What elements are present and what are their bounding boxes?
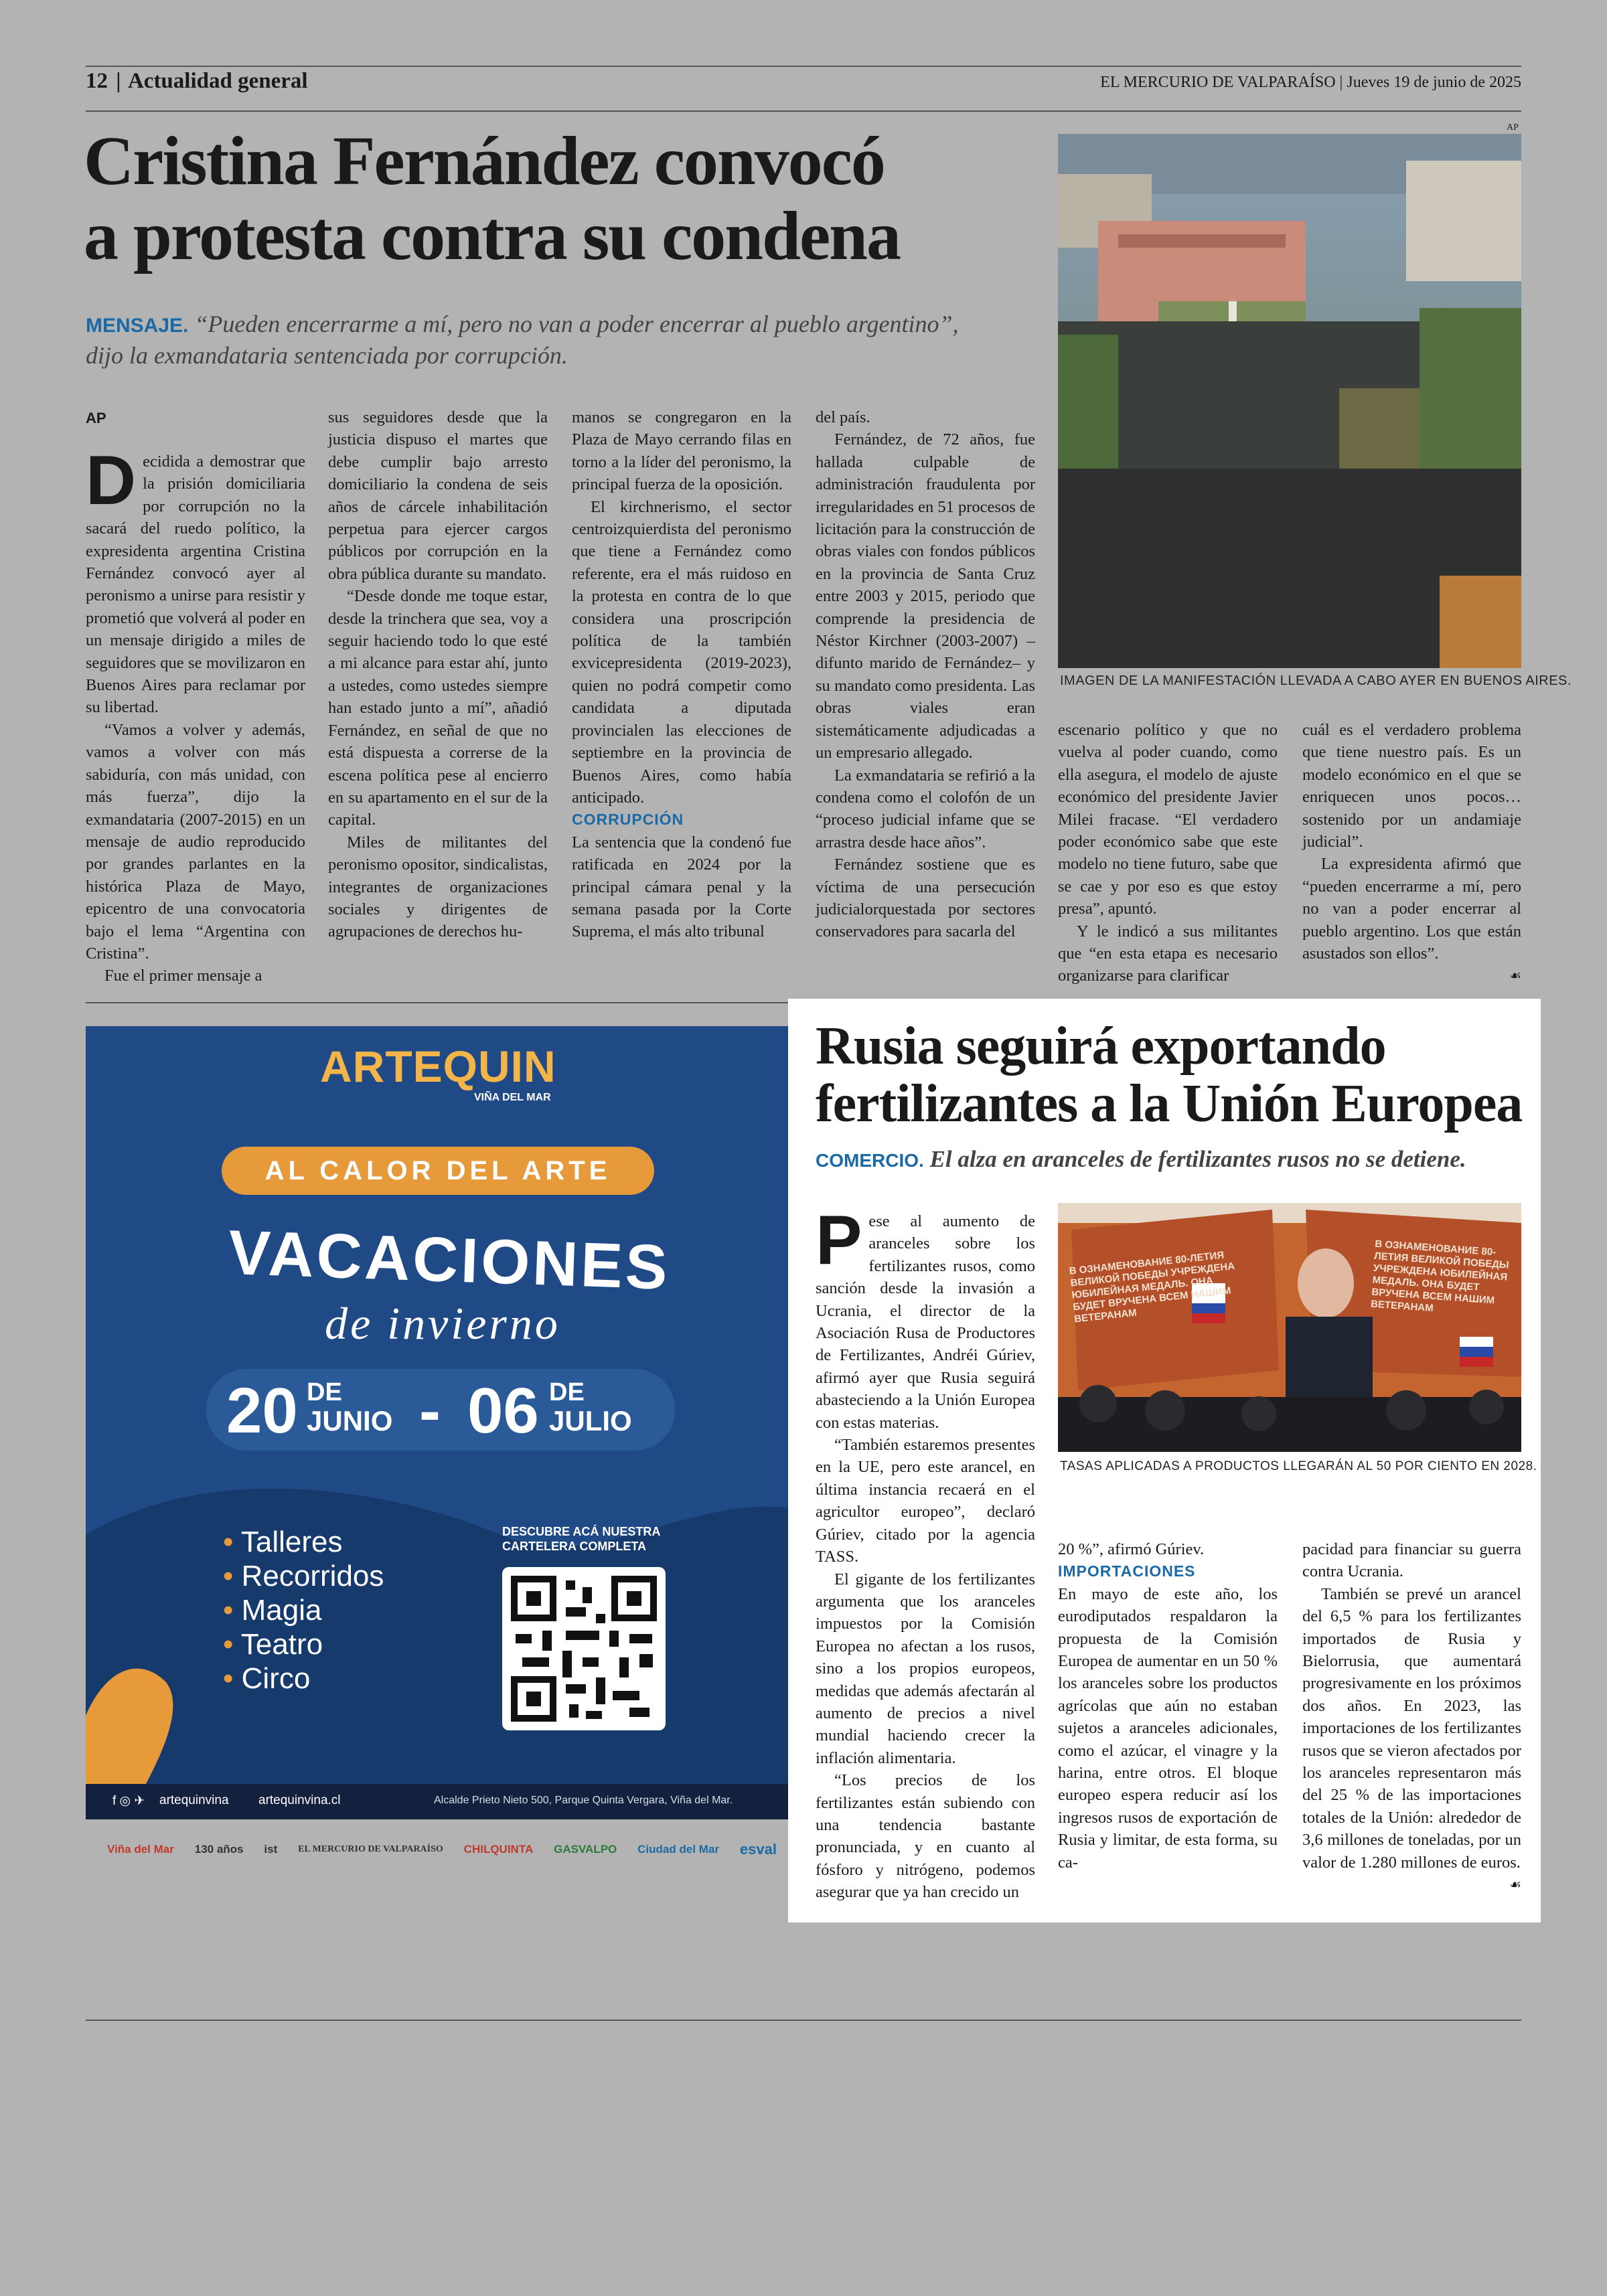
- article1-deck: [86, 309, 983, 370]
- article1-lead-paragraph: ecidida a demostrar que la prisión domiciliaria por corrupción no la sacará del ruedo político, la expresidenta argentina Cristina Fernández convocó ayer al peronismo a unirse para resistir y prometió que volverá al poder en un mensaje dirigido a miles de seguidores que se movilizaron en Buenos Aires para reclamar por su libertad.: [86, 453, 305, 717]
- article1-photo-credit: AP: [1507, 122, 1519, 133]
- putin-photo-illustration: [1058, 1203, 1521, 1452]
- ad-website-link[interactable]: artequinvina.cl: [258, 1793, 341, 1807]
- ad-activity-label: Magia: [241, 1594, 322, 1627]
- article1-paragraph: sus seguidores desde que la justicia dispuso el martes que debe cumplir bajo arresto domiciliario la condena de seis años de cárcele inhabilitación perpetua para ejercer cargos públicos por corrupción en la obra pública durante su mandato.: [328, 408, 548, 583]
- sponsor-logo: Viña del Mar: [107, 1843, 174, 1856]
- article2-photo: [1058, 1203, 1521, 1452]
- article1-paragraph: manos se congregaron en la Plaza de Mayo cerrando filas en torno a la líder del peronismo, la principal fuerza de la oposición.: [572, 408, 791, 494]
- ad-footer-bar: [86, 1784, 790, 1819]
- article1-photo-caption: IMAGEN DE LA MANIFESTACIÓN LLEVADA A CABO AYER EN BUENOS AIRES.: [1060, 673, 1572, 688]
- sponsor-logo: esval: [739, 1841, 777, 1858]
- article1-photo: [1058, 134, 1521, 668]
- ad-activity-item: • Teatro: [223, 1628, 323, 1661]
- qr-code-graphic: [502, 1567, 666, 1730]
- ad-date-end-month: JULIO: [549, 1405, 632, 1437]
- article1-byline: AP: [86, 410, 106, 426]
- article2-paragraph: También se prevé un arancel del 6,5 % para los fertilizantes importados de Rusia y Bielorrusia, que aumentará progresivamente en los próximos dos años. En 2023, las importaciones de los fertilizantes rusos que se vieron afectados por los aranceles representaron más del 25 % de las importaciones totales de la Unión: alrededor de 3,6 millones de toneladas, por un valor de 1.280 millones de euros.: [1302, 1584, 1521, 1872]
- article2-dropcap: P: [816, 1202, 862, 1279]
- article1-paragraph: cuál es el verdadero problema que tiene nuestro país. Es un modelo económico en el que se enriquecen unos pocos… sostenido por un andamiaje judicial”.: [1302, 721, 1521, 851]
- article1-dropcap: D: [86, 442, 137, 519]
- ad-tagline-pill: AL CALOR DEL ARTE: [222, 1147, 654, 1195]
- page-header-left: 12 | Actualidad general: [86, 69, 308, 93]
- ad-activity-item: • Recorridos: [223, 1560, 384, 1592]
- artequin-ad[interactable]: [86, 1026, 790, 1819]
- article2-headline-line1: Rusia seguirá exportando: [816, 1017, 1386, 1076]
- sponsor-logo: Ciudad del Mar: [637, 1843, 720, 1856]
- page-number: 12: [86, 69, 108, 93]
- article1-headline: [84, 124, 900, 274]
- article1-column-4: [816, 406, 1035, 943]
- end-mark-icon: ☙: [1509, 1876, 1521, 1893]
- header-rule: [86, 110, 1521, 112]
- article2-headline-line2: fertilizantes a la Unión Europea: [816, 1074, 1523, 1133]
- crowd-photo-illustration: [1058, 134, 1521, 668]
- article1-kicker: MENSAJE.: [86, 315, 189, 337]
- ad-social-icons: f ◎ ✈: [112, 1794, 145, 1808]
- article2-photo-banner-left: В ОЗНАМЕНОВАНИЕ 80-ЛЕТИЯ ВЕЛИКОЙ ПОБЕДЫ УЧРЕЖДЕНА ЮБИЛЕЙНАЯ МЕДАЛЬ. ОНА БУДЕТ ВРУЧЕНА ВСЕМ НАШИМ ВЕТЕРАНАМ: [1069, 1249, 1235, 1325]
- qr-code-icon[interactable]: [502, 1567, 666, 1730]
- article1-paragraph: Miles de militantes del peronismo opositor, sindicalistas, integrantes de organizaciones sociales y dirigentes de agrupaciones de derechos hu-: [328, 833, 548, 941]
- article2-paragraph: El gigante de los fertilizantes argumenta que los aranceles impuestos por la Comisión Europea no afectan a los rusos, sino a los propios europeos, medidas que además afectarán al aumento de precios a nivel mundial haciendo crecer la inflación alimentaria.: [816, 1570, 1035, 1767]
- ad-title: VACACIONES: [227, 1216, 672, 1303]
- ad-activity-label: Circo: [241, 1662, 311, 1695]
- sponsor-logo: CHILQUINTA: [463, 1843, 534, 1856]
- article2-paragraph: pacidad para financiar su guerra contra Ucrania.: [1302, 1540, 1521, 1581]
- ad-date-start-day: 20: [226, 1375, 298, 1447]
- article2-summary: El alza en aranceles de fertilizantes rusos no se detiene.: [929, 1146, 1466, 1172]
- ad-subtitle: de invierno: [325, 1298, 560, 1349]
- ad-activity-item: • Circo: [223, 1662, 311, 1695]
- ad-activity-item: • Talleres: [223, 1526, 343, 1558]
- article2-subhead: IMPORTACIONES: [1058, 1562, 1196, 1580]
- article1-headline-line1: Cristina Fernández convocó: [84, 122, 885, 199]
- ad-activities-list: [223, 1525, 384, 1696]
- article2-column-3: [1302, 1538, 1521, 1896]
- article1-paragraph: Fernández, de 72 años, fue hallada culpable de administración fraudulenta por irregularidades en 51 procesos de licitación para la construcción de obras viales con fondos públicos en la provincia de Santa Cruz entre 2003 y 2015, periodo que comprende la presidencia de Néstor Kirchner (2003-2007) –difunto marido de Fernández– y su mandato como presidenta. Las obras viales eran sistemáticamente adjudicadas a un empresario allegado.: [816, 430, 1035, 762]
- ad-date-start-de: DE: [307, 1378, 342, 1406]
- ad-activity-label: Recorridos: [241, 1560, 384, 1592]
- top-rule: [86, 66, 1521, 67]
- article1-paragraph: escenario político y que no vuelva al poder cuando, como ella asegura, el modelo de ajuste económico del presidente Javier Milei fracase. “El verdadero poder económico sabe que este modelo no tiene futuro, sabe que se cae y por eso es que estoy presa”, apuntó.: [1058, 721, 1278, 918]
- article1-paragraph: El kirchnerismo, el sector centroizquierdista del peronismo que tiene a Fernández como referente, era el más ruidoso en la protesta en contra de lo que considera una proscripción política de la también exvicepresidenta (2019-2023), quien no podrá competir como candidata a diputada provincialen las elecciones de septiembre en la provincia de Buenos Aires, como había anticipado.: [572, 497, 791, 807]
- article1-paragraph: La exmandataria se refirió a la condena como el colofón de un “proceso judicial infame que se arrastra desde hace años”.: [816, 766, 1035, 851]
- sponsor-logo: GASVALPO: [554, 1843, 617, 1856]
- article1-paragraph: La expresidenta afirmó que “pueden encerrarme a mí, pero no van a poder encerrar al pueblo argentino. Los que están asustados son ellos”.: [1302, 855, 1521, 963]
- ad-date-end-de: DE: [549, 1378, 585, 1406]
- end-mark-icon: ☙: [1509, 967, 1521, 984]
- article2-column-2: [1058, 1538, 1278, 1874]
- article1-paragraph: La sentencia que la condenó fue ratificada en 2024 por la principal cámara penal y la semana pasada por la Corte Suprema, el más alto tribunal: [572, 833, 791, 941]
- ad-date-end-day: 06: [467, 1375, 539, 1447]
- article2-kicker: COMERCIO.: [816, 1150, 924, 1171]
- publication-date: EL MERCURIO DE VALPARAÍSO | Jueves 19 de junio de 2025: [1100, 74, 1521, 91]
- ad-activity-label: Teatro: [240, 1628, 323, 1661]
- ad-address: Alcalde Prieto Nieto 500, Parque Quinta Vergara, Viña del Mar.: [434, 1795, 733, 1806]
- article2-paragraph: En mayo de este año, los eurodiputados respaldaron la propuesta de la Comisión Europea de aumentar en un 50 % los aranceles sobre los productos agrícolas que aún no estaban sujetos a aranceles adicionales, como el azúcar, el vinagre y la harina, entre otros. El bloque europeo espera reducir así los ingresos rusos de exportación de Rusia y limitar, de esta forma, su ca-: [1058, 1584, 1278, 1872]
- article2-lead-paragraph: ese al aumento de aranceles sobre los fertilizantes rusos, como sanción desde la invasión a Ucrania, el director de la Asociación Rusa de Productores de Fertilizantes, Andréi Gúriev, afirmó ayer que Rusia seguirá abasteciendo a la Unión Europea con estas materias.: [816, 1212, 1035, 1432]
- article1-subhead: CORRUPCIÓN: [572, 811, 684, 829]
- section-name: Actualidad general: [127, 69, 308, 93]
- bottom-rule: [86, 2020, 1521, 2021]
- article1-column-6: [1302, 719, 1521, 987]
- article2-paragraph: “Los precios de los fertilizantes están subiendo con una tendencia bastante pronunciada, y en cuanto al fósforo y nitrógeno, podemos asegurar que ya han crecido un: [816, 1771, 1035, 1902]
- ad-social-handle[interactable]: artequinvina: [159, 1793, 229, 1807]
- ad-date-dash: -: [419, 1375, 441, 1447]
- ad-activity-label: Talleres: [240, 1526, 343, 1558]
- sponsor-logo: EL MERCURIO DE VALPARAÍSO: [298, 1844, 443, 1854]
- article1-column-1: [86, 442, 305, 987]
- article2-paragraph: 20 %”, afirmó Gúriev.: [1058, 1540, 1205, 1558]
- ad-brand-logo: ARTEQUIN: [320, 1042, 556, 1091]
- article1-summary: “Pueden encerrarme a mí, pero no van a poder encerrar al pueblo argentino”, dijo la exmandataria sentenciada por corrupción.: [86, 311, 959, 369]
- article1-column-5: [1058, 719, 1278, 987]
- article1-paragraph: del país.: [816, 408, 870, 426]
- article1-paragraph: Fue el primer mensaje a: [104, 967, 262, 985]
- ad-sponsor-logos: [107, 1833, 777, 1866]
- article1-paragraph: Fernández sostiene que es víctima de una persecución judicialorquestada por sectores conservadores para sacarla del: [816, 855, 1035, 941]
- ad-date-start-month: JUNIO: [307, 1405, 393, 1437]
- article1-paragraph: “Desde donde me toque estar, desde la trinchera que sea, voy a seguir haciendo todo lo que esté a mi alcance para estar ahí, junto a ustedes, como ustedes siempre han estado junto a mí”, añadió Fernández, en señal de que no está dispuesta a correrse de la escena política pese al encierro en su apartamento en el sur de la capital.: [328, 587, 548, 829]
- ad-qr-label: DESCUBRE ACÁ NUESTRA CARTELERA COMPLETA: [502, 1525, 660, 1553]
- article1-paragraph: “Vamos a volver y además, vamos a volver con más sabiduría, con más unidad, con más fuerza”, dijo la exmandataria (2007-2015) en un mensaje de audio reproducido por grandes parlantes en la histórica Plaza de Mayo, epicentro de una convocatoria bajo el lema “Argentina con Cristina”.: [86, 720, 305, 963]
- ad-activity-item: • Magia: [223, 1594, 322, 1627]
- ad-brand-sub: VIÑA DEL MAR: [474, 1092, 551, 1103]
- article1-headline-line2: a protesta contra su condena: [84, 197, 900, 274]
- ad-dates-box: [206, 1369, 675, 1451]
- article1-column-3: [572, 406, 791, 943]
- article2-deck: [816, 1146, 1525, 1173]
- article2-photo-banner-right: В ОЗНАМЕНОВАНИЕ 80-ЛЕТИЯ ВЕЛИКОЙ ПОБЕДЫ УЧРЕЖДЕНА ЮБИЛЕЙНАЯ МЕДАЛЬ. ОНА БУДЕТ ВРУЧЕНА ВСЕМ НАШИМ ВЕТЕРАНАМ: [1370, 1238, 1510, 1315]
- article2-headline: [816, 1017, 1522, 1133]
- article1-column-2: [328, 406, 548, 943]
- article2-paragraph: “También estaremos presentes en la UE, pero este arancel, en última instancia recaerá en el agricultor europeo”, declaró Gúriev, citado por la agencia TASS.: [816, 1436, 1035, 1566]
- section-rule: [86, 1002, 790, 1003]
- sponsor-logo: 130 años: [194, 1843, 244, 1856]
- sponsor-logo: ist: [264, 1843, 278, 1856]
- article1-paragraph: Y le indicó a sus militantes que “en esta etapa es necesario organizarse para clarificar: [1058, 922, 1278, 985]
- article2-column-1: [816, 1202, 1035, 1904]
- article2-photo-caption: TASAS APLICADAS A PRODUCTOS LLEGARÁN AL 50 POR CIENTO EN 2028.: [1060, 1459, 1537, 1473]
